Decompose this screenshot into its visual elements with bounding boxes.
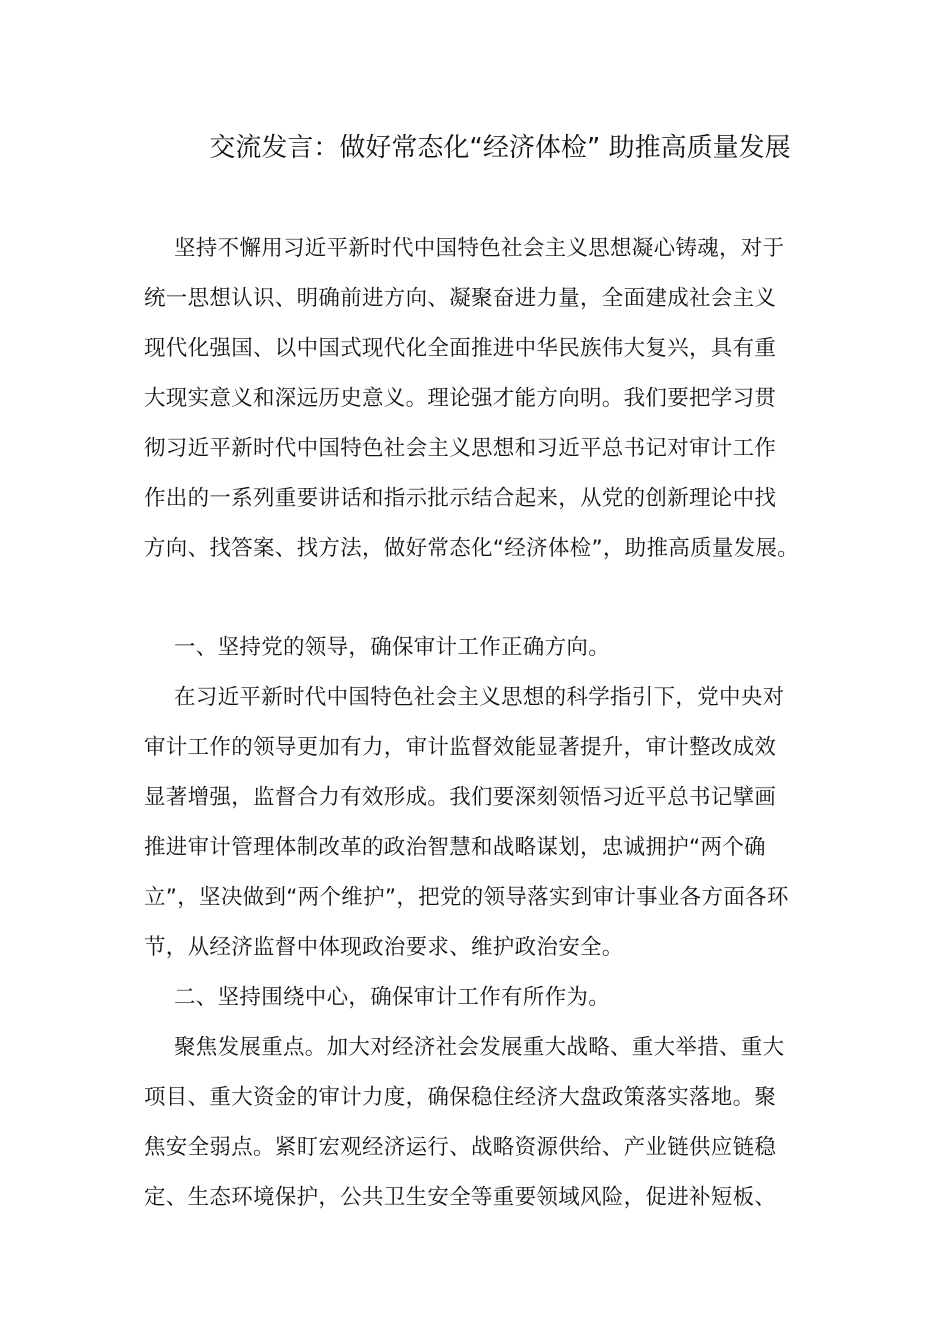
- text-line: 坚持不懈用习近平新时代中国特色社会主义思想凝心铸魂，对于: [174, 236, 785, 261]
- text-line: 统一思想认识、明确前进方向、凝聚奋进力量，全面建成社会主义: [144, 286, 777, 311]
- text-line: 节，从经济监督中体现政治要求、维护政治安全。: [144, 935, 624, 960]
- text-line: 推进审计管理体制改革的政治智慧和战略谋划，忠诚拥护“两个确: [144, 835, 766, 860]
- intro-paragraph: [144, 224, 814, 574]
- text-line: 定、生态环境保护，公共卫生安全等重要领域风险，促进补短板、: [144, 1185, 777, 1210]
- text-line: 现代化强国、以中国式现代化全面推进中华民族伟大复兴，具有重: [144, 336, 777, 361]
- sections-body: [144, 623, 814, 1223]
- text-line: 焦安全弱点。紧盯宏观经济运行、战略资源供给、产业链供应链稳: [144, 1135, 777, 1160]
- text-line: 项目、重大资金的审计力度，确保稳住经济大盘政策落实落地。聚: [144, 1085, 777, 1110]
- text-line: 大现实意义和深远历史意义。理论强才能方向明。我们要把学习贯: [144, 386, 777, 411]
- text-line: 在习近平新时代中国特色社会主义思想的科学指引下，党中央对: [174, 685, 785, 710]
- document-title: 交流发言：做好常态化“经济体检” 助推高质量发展: [209, 133, 791, 163]
- text-line: 显著增强，监督合力有效形成。我们要深刻领悟习近平总书记擘画: [144, 785, 777, 810]
- text-line: 方向、找答案、找方法，做好常态化“经济体检”，助推高质量发展。: [144, 536, 800, 561]
- text-line: 立”，坚决做到“两个维护”，把党的领导落实到审计事业各方面各环: [144, 885, 789, 910]
- text-line: 审计工作的领导更加有力，审计监督效能显著提升，审计整改成效: [144, 735, 777, 760]
- section-heading-1: 一、坚持党的领导，确保审计工作正确方向。: [174, 635, 611, 660]
- text-line: 聚焦发展重点。加大对经济社会发展重大战略、重大举措、重大: [174, 1035, 785, 1060]
- text-line: 作出的一系列重要讲话和指示批示结合起来，从党的创新理论中找: [144, 486, 777, 511]
- section-heading-2: 二、坚持围绕中心，确保审计工作有所作为。: [174, 985, 611, 1010]
- text-line: 彻习近平新时代中国特色社会主义思想和习近平总书记对审计工作: [144, 436, 777, 461]
